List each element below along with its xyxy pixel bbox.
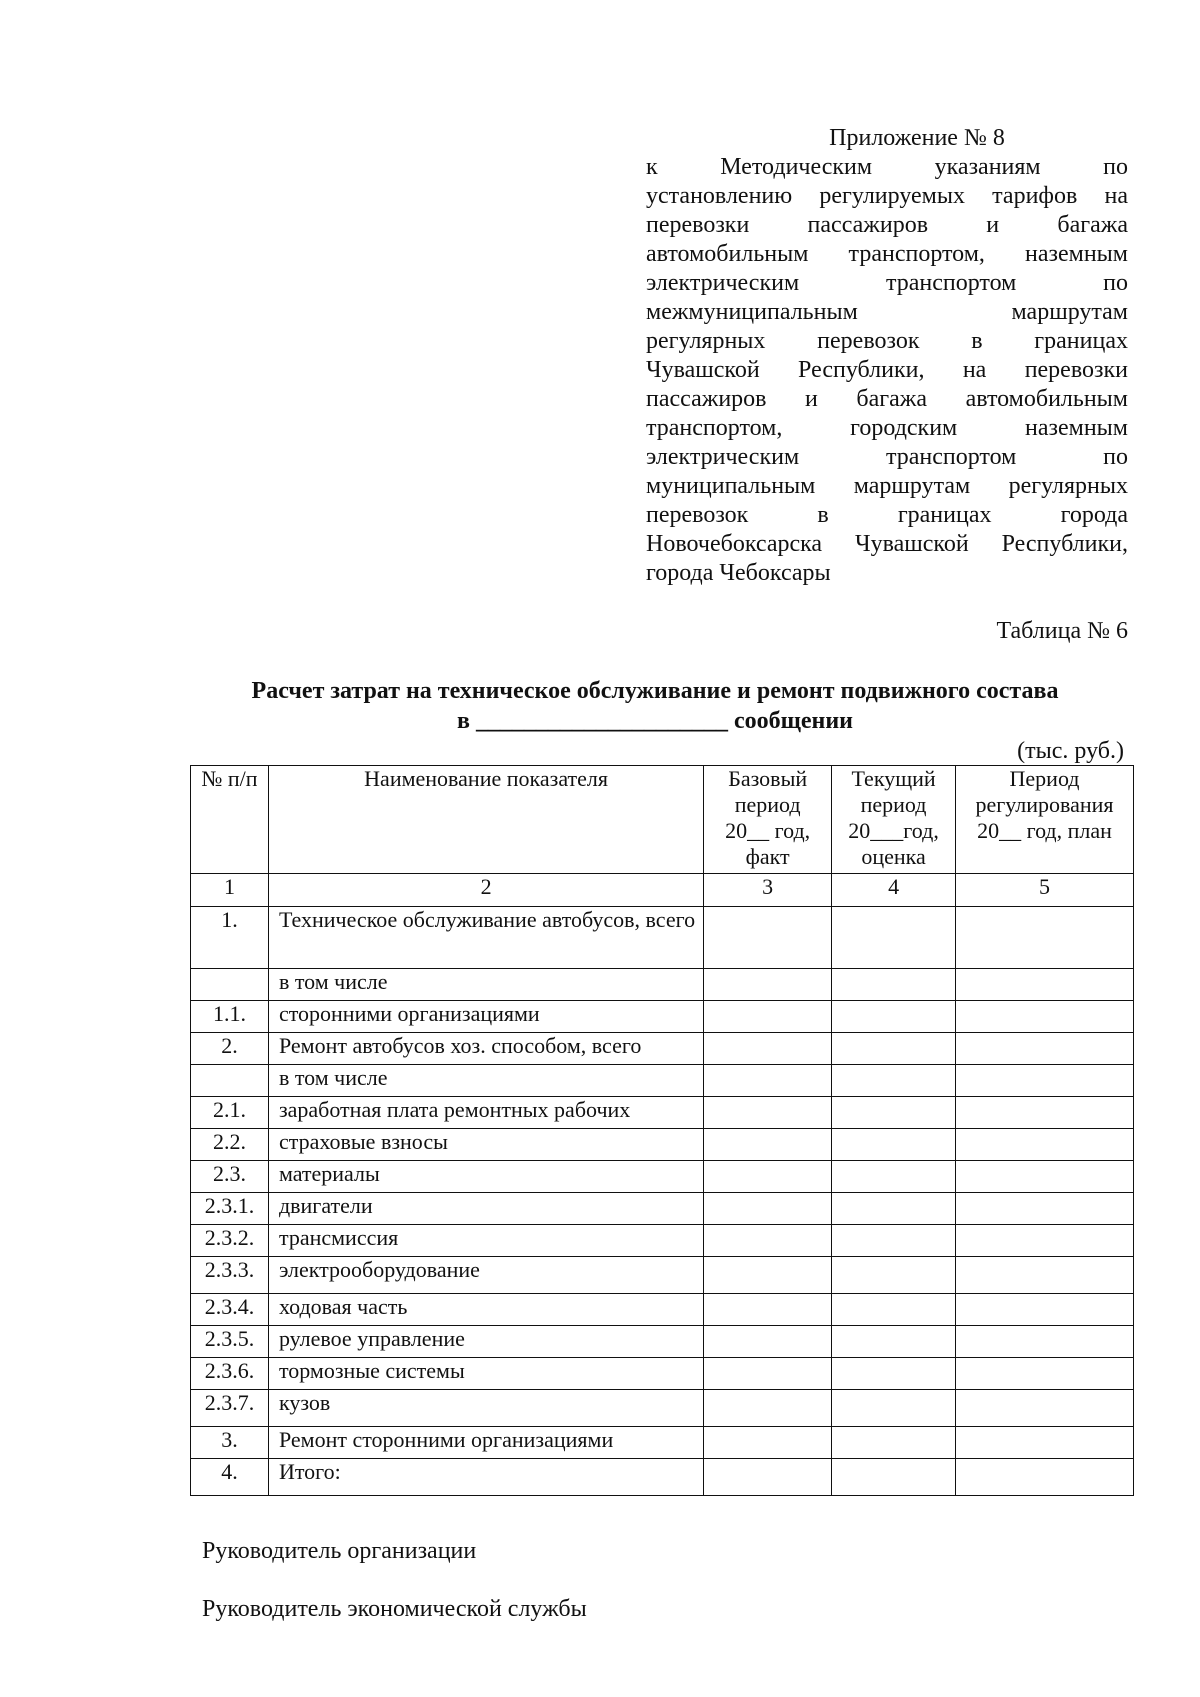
table-number-label: Таблица № 6 [996,618,1128,644]
table-row [191,1225,1134,1257]
appendix-block [646,124,1128,588]
table-row [191,1033,1134,1065]
cell-base [704,1294,832,1326]
table-row [191,1129,1134,1161]
cell-base [704,1193,832,1225]
heading-line-1: Расчет затрат на техническое обслуживание и ремонт подвижного состава [251,678,1059,704]
table-header-row [191,766,1134,874]
cell-plan [956,1294,1134,1326]
cell-base [704,969,832,1001]
appendix-line: муниципальным маршрутам регулярных [646,473,1128,499]
cell-base [704,1097,832,1129]
row-name: электрооборудование [268,1257,703,1294]
appendix-line: пассажиров и багажа автомобильным [646,386,1128,412]
signature-head-of-organization: Руководитель организации [202,1538,477,1564]
cell-current [832,1129,956,1161]
cell-current [832,1225,956,1257]
cell-plan [956,1358,1134,1390]
cell-plan [956,1097,1134,1129]
row-num: 2. [191,1033,269,1065]
column-index: 5 [956,874,1134,907]
appendix-line: автомобильным транспортом, наземным [646,241,1128,267]
row-num: 2.3. [191,1161,269,1193]
cell-plan [956,1161,1134,1193]
row-name: сторонними организациями [268,1001,703,1033]
row-num [191,969,269,1001]
column-index: 2 [268,874,703,907]
cell-base [704,1001,832,1033]
table-row [191,1390,1134,1427]
appendix-body [646,153,1128,588]
cell-base [704,1358,832,1390]
appendix-title: Приложение № 8 [829,125,1005,151]
cell-plan [956,907,1134,969]
cell-current [832,1193,956,1225]
row-num: 2.3.7. [191,1390,269,1427]
row-name: Техническое обслуживание автобусов, всего [268,907,703,969]
cell-base [704,1257,832,1294]
cell-base [704,1225,832,1257]
cell-base [704,1065,832,1097]
column-index-row [191,874,1134,907]
appendix-line: регулярных перевозок в границах [646,328,1128,354]
table-row [191,907,1134,969]
appendix-line: электрическим транспортом по [646,270,1128,296]
table-row [191,1097,1134,1129]
cell-base [704,1161,832,1193]
row-name: Ремонт сторонними организациями [268,1427,703,1459]
row-num: 2.3.4. [191,1294,269,1326]
cell-plan [956,969,1134,1001]
appendix-line: межмуниципальным маршрутам [646,299,1128,325]
row-name: страховые взносы [268,1129,703,1161]
cell-current [832,907,956,969]
row-name: тормозные системы [268,1358,703,1390]
row-num: 2.3.3. [191,1257,269,1294]
cell-current [832,1097,956,1129]
row-name: рулевое управление [268,1326,703,1358]
header-name: Наименование показателя [268,766,703,874]
header-current-period: Текущий период 20___год, оценка [832,766,956,874]
row-num: 1. [191,907,269,969]
appendix-line: перевозки пассажиров и багажа [646,212,1128,238]
cell-current [832,1294,956,1326]
row-num: 3. [191,1427,269,1459]
cell-current [832,1390,956,1427]
row-num: 2.1. [191,1097,269,1129]
cell-base [704,1326,832,1358]
cell-current [832,1459,956,1496]
cell-current [832,1033,956,1065]
units-label: (тыс. руб.) [1017,738,1124,764]
appendix-line: электрическим транспортом по [646,444,1128,470]
appendix-line: транспортом, городским наземным [646,415,1128,441]
signature-head-of-economic-service: Руководитель экономической службы [202,1596,587,1622]
cell-current [832,1001,956,1033]
cell-current [832,1358,956,1390]
cell-plan [956,1065,1134,1097]
cell-base [704,1129,832,1161]
table-body [191,907,1134,1496]
appendix-line: Чувашской Республики, на перевозки [646,357,1128,383]
cell-plan [956,1129,1134,1161]
header-plan-period: Период регулирования 20__ год, план [956,766,1134,874]
appendix-line: установлению регулируемых тарифов на [646,183,1128,209]
row-num: 2.3.2. [191,1225,269,1257]
cell-plan [956,1193,1134,1225]
cell-plan [956,1326,1134,1358]
row-name: кузов [268,1390,703,1427]
heading-line-2: в _____________________ сообщении [456,708,853,734]
row-name: трансмиссия [268,1225,703,1257]
cell-plan [956,1459,1134,1496]
table-row [191,1193,1134,1225]
cell-plan [956,1001,1134,1033]
header-base-period: Базовый период 20__ год, факт [704,766,832,874]
row-name: двигатели [268,1193,703,1225]
table-row [191,1257,1134,1294]
cell-base [704,907,832,969]
row-num: 2.2. [191,1129,269,1161]
cell-base [704,1427,832,1459]
cell-base [704,1390,832,1427]
table-row [191,1427,1134,1459]
row-name: в том числе [268,1065,703,1097]
column-index: 1 [191,874,269,907]
table-row [191,1065,1134,1097]
row-num: 2.3.5. [191,1326,269,1358]
cell-base [704,1459,832,1496]
table-heading [190,676,1120,736]
row-name: материалы [268,1161,703,1193]
row-num: 2.3.6. [191,1358,269,1390]
appendix-line: Новочебоксарска Чувашской Республики, [646,531,1128,557]
cell-current [832,969,956,1001]
cell-plan [956,1033,1134,1065]
row-name: Итого: [268,1459,703,1496]
row-num: 4. [191,1459,269,1496]
table-row [191,1358,1134,1390]
table-row [191,1161,1134,1193]
cell-current [832,1427,956,1459]
cell-plan [956,1257,1134,1294]
appendix-line: к Методическим указаниям по [646,154,1128,180]
row-num [191,1065,269,1097]
table-row [191,969,1134,1001]
cell-current [832,1326,956,1358]
row-num: 2.3.1. [191,1193,269,1225]
table-row [191,1459,1134,1496]
column-index: 3 [704,874,832,907]
row-name: Ремонт автобусов хоз. способом, всего [268,1033,703,1065]
cell-base [704,1033,832,1065]
cell-plan [956,1225,1134,1257]
header-num: № п/п [191,766,269,874]
cell-current [832,1065,956,1097]
costs-table [190,765,1134,1496]
table-row [191,1326,1134,1358]
table-row [191,1001,1134,1033]
cell-plan [956,1427,1134,1459]
appendix-line: перевозок в границах города [646,502,1128,528]
cell-current [832,1257,956,1294]
row-name: заработная плата ремонтных рабочих [268,1097,703,1129]
cell-current [832,1161,956,1193]
row-name: в том числе [268,969,703,1001]
cell-plan [956,1390,1134,1427]
row-name: ходовая часть [268,1294,703,1326]
row-num: 1.1. [191,1001,269,1033]
table-row [191,1294,1134,1326]
appendix-line: города Чебоксары [646,560,831,586]
column-index: 4 [832,874,956,907]
